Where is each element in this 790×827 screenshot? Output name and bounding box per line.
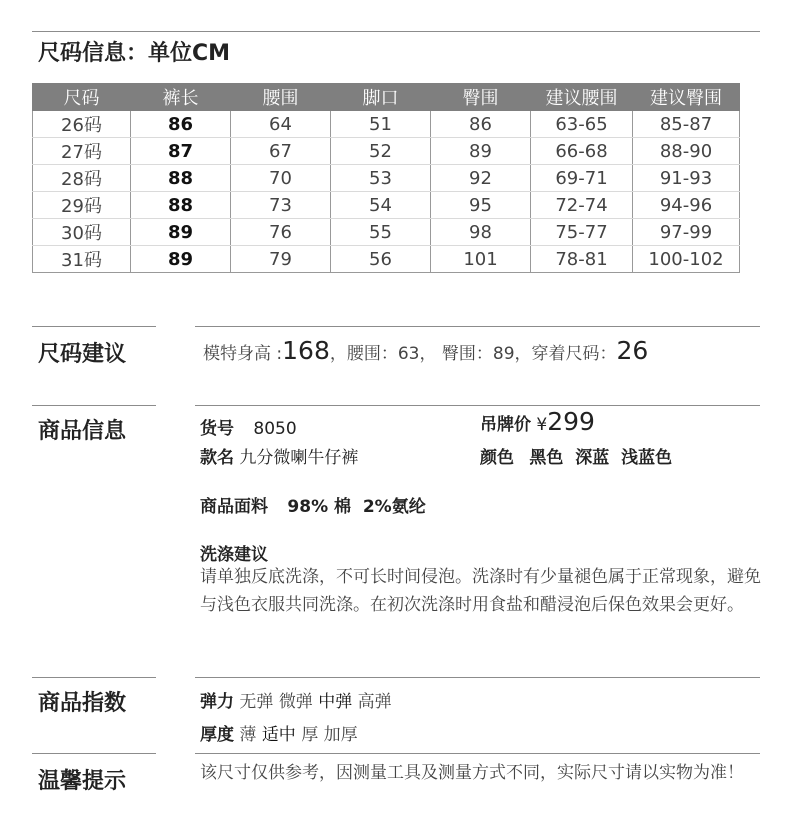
index-rule-left: [32, 677, 156, 678]
tips-rule-right: [195, 753, 760, 754]
size-suggest-title: 尺码建议: [38, 342, 127, 367]
product-rule-left: [32, 405, 156, 406]
col-hem: 脚口: [331, 84, 431, 111]
color-label: 颜色: [480, 448, 514, 468]
suggest-rule-right: [195, 326, 760, 327]
name-value: 九分微喇牛仔裤: [239, 448, 359, 468]
model-height-label: 模特身高 :: [203, 344, 283, 364]
cell: 78-81: [531, 246, 633, 273]
cell: 66-68: [531, 138, 633, 165]
cell: 95: [431, 192, 531, 219]
cell: 88-90: [633, 138, 740, 165]
sku-value: 8050: [253, 419, 297, 439]
cell: 72-74: [531, 192, 633, 219]
cell: 76: [231, 219, 331, 246]
cell: 51: [331, 111, 431, 138]
top-rule: [32, 31, 760, 32]
cell: 73: [231, 192, 331, 219]
table-row: [33, 165, 740, 192]
elasticity: [200, 687, 392, 712]
cell: 92: [431, 165, 531, 192]
sku-label: 货号: [200, 419, 234, 439]
product-rule-right: [195, 405, 760, 406]
size-table: [32, 83, 740, 273]
cell: 88: [131, 192, 231, 219]
color-value: 黑色 深蓝 浅蓝色: [529, 448, 673, 468]
cell: 75-77: [531, 219, 633, 246]
fabric-label: 商品面料: [200, 497, 268, 517]
product-index-title: 商品指数: [38, 691, 127, 716]
col-size: 尺码: [33, 84, 131, 111]
table-row: [33, 111, 740, 138]
cell: 86: [131, 111, 231, 138]
table-row: [33, 246, 740, 273]
wash-text: 请单独反底洗涤，不可长时间侵泡。洗涤时有少量褪色属于正常现象，避免与浅色衣服共同洗涤。在初次洗涤时用食盐和醋浸泡后保色效果会更好。: [200, 567, 761, 615]
cell: 101: [431, 246, 531, 273]
thickness: [200, 720, 358, 745]
cell: 26码: [33, 111, 131, 138]
elastic-label: 弹力: [200, 692, 234, 712]
cell: 28码: [33, 165, 131, 192]
cell: 85-87: [633, 111, 740, 138]
style-name: [200, 443, 358, 468]
tips-text: 该尺寸仅供参考，因测量工具及测量方式不同，实际尺寸请以实物为准！: [200, 763, 744, 783]
cell: 97-99: [633, 219, 740, 246]
price-label: 吊牌价: [480, 415, 531, 435]
cell: 79: [231, 246, 331, 273]
model-size-value: 26: [616, 336, 649, 365]
cell: 89: [131, 246, 231, 273]
col-hip: 臀围: [431, 84, 531, 111]
cell: 94-96: [633, 192, 740, 219]
cell: 86: [431, 111, 531, 138]
model-height-value: 168: [282, 336, 330, 365]
elastic-option: 微弹: [278, 692, 313, 712]
cell: 89: [131, 219, 231, 246]
cell: 55: [331, 219, 431, 246]
cell: 30码: [33, 219, 131, 246]
col-length: 裤长: [131, 84, 231, 111]
cell: 29码: [33, 192, 131, 219]
thick-label: 厚度: [200, 725, 234, 745]
cell: 89: [431, 138, 531, 165]
cell: 56: [331, 246, 431, 273]
index-rule-right: [195, 677, 760, 678]
cell: 100-102: [633, 246, 740, 273]
cell: 98: [431, 219, 531, 246]
product-info-title: 商品信息: [38, 419, 127, 444]
elastic-option: 无弹: [239, 692, 274, 712]
cell: 91-93: [633, 165, 740, 192]
model-measure-text: ，腰围：63， 臀围：89，穿着尺码：: [329, 344, 617, 364]
fabric-value: 98% 棉 2%氨纶: [287, 497, 426, 517]
cell: 64: [231, 111, 331, 138]
wash-label: [200, 540, 268, 565]
cell: 53: [331, 165, 431, 192]
name-label: 款名: [200, 448, 234, 468]
cell: 87: [131, 138, 231, 165]
cell: 54: [331, 192, 431, 219]
cell: 67: [231, 138, 331, 165]
col-waist: 腰围: [231, 84, 331, 111]
col-suggest-hip: 建议臀围: [633, 84, 740, 111]
cell: 31码: [33, 246, 131, 273]
size-suggest-text: [203, 336, 648, 365]
table-row: [33, 219, 740, 246]
wash-label-text: 洗涤建议: [200, 545, 268, 565]
thick-option: 加厚: [323, 725, 358, 745]
cell: 88: [131, 165, 231, 192]
thick-option: 薄: [239, 725, 257, 745]
table-row: [33, 138, 740, 165]
table-row: [33, 192, 740, 219]
tips-rule-left: [32, 753, 156, 754]
size-table-header: [33, 84, 740, 111]
sku: [200, 414, 297, 439]
thick-option-selected: 适中: [261, 725, 296, 745]
size-info-title: 尺码信息：单位CM: [38, 41, 231, 66]
cell: 69-71: [531, 165, 633, 192]
col-suggest-waist: 建议腰围: [531, 84, 633, 111]
price-currency: ¥: [536, 415, 548, 435]
cell: 63-65: [531, 111, 633, 138]
fabric: [200, 492, 426, 517]
colors: [480, 443, 672, 468]
suggest-rule-left: [32, 326, 156, 327]
cell: 70: [231, 165, 331, 192]
elastic-option-selected: 中弹: [318, 692, 353, 712]
tips-title: 温馨提示: [38, 769, 127, 794]
tag-price: [480, 407, 595, 436]
price-value: 299: [547, 407, 595, 436]
elastic-option: 高弹: [357, 692, 392, 712]
cell: 27码: [33, 138, 131, 165]
thick-option: 厚: [301, 725, 319, 745]
cell: 52: [331, 138, 431, 165]
